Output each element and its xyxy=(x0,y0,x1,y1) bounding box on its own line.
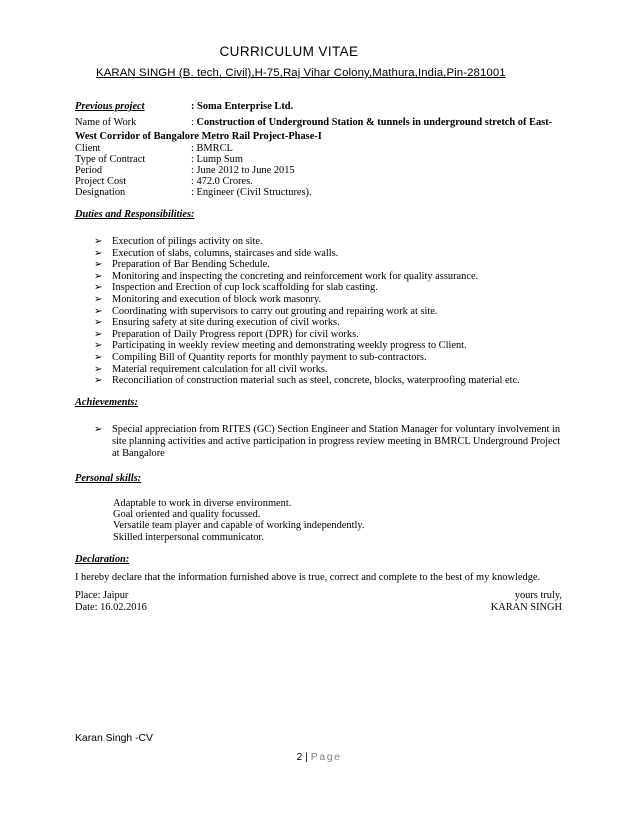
name-of-work-value: : Construction of Underground Station & tunnels in underground stretch of East- xyxy=(191,117,553,128)
arrow-bullet-icon: ➢ xyxy=(94,259,103,271)
contract-type-value: : Lump Sum xyxy=(191,154,243,165)
list-item: ➢ Compiling Bill of Quantity reports for monthly payment to sub-contractors. xyxy=(94,351,427,363)
arrow-bullet-icon: ➢ xyxy=(94,363,103,375)
list-item: ➢ Ensuring safety at site during execution of civil works. xyxy=(94,317,340,329)
list-item: ➢ Monitoring and execution of block work masonry. xyxy=(94,293,322,305)
arrow-bullet-icon: ➢ xyxy=(94,282,103,294)
arrow-bullet-icon: ➢ xyxy=(94,424,103,435)
signature: KARAN SINGH xyxy=(490,602,562,613)
arrow-bullet-icon: ➢ xyxy=(94,328,103,340)
project-cost-label: Project Cost xyxy=(75,176,127,187)
list-item: ➢ Coordinating with supervisors to carry out grouting and repairing work at site. xyxy=(94,305,438,317)
list-item: Versatile team player and capable of working independently. xyxy=(113,520,365,532)
list-item: ➢ Preparation of Bar Bending Schedule. xyxy=(94,259,270,271)
place: Place: Jaipur xyxy=(75,590,129,601)
designation-label: Designation xyxy=(75,187,126,198)
period-label: Period xyxy=(75,165,103,176)
name-of-work-label: Name of Work xyxy=(75,117,137,128)
arrow-bullet-icon: ➢ xyxy=(94,305,103,317)
list-item: ➢ Monitoring and inspecting the concreting and reinforcement work for quality assurance. xyxy=(94,270,479,282)
contract-type-label: Type of Contract xyxy=(75,154,146,165)
list-item: Skilled interpersonal communicator. xyxy=(113,531,264,543)
declaration-heading: Declaration: xyxy=(75,554,130,565)
duties-heading: Duties and Responsibilities: xyxy=(75,209,195,220)
declaration-text: I hereby declare that the information furnished above is true, correct and complete to the best of my knowledge. xyxy=(75,572,541,583)
skills-list xyxy=(113,498,365,543)
arrow-bullet-icon: ➢ xyxy=(94,247,103,259)
list-item: ➢ Preparation of Daily Progress report (DPR) for civil works. xyxy=(94,328,359,340)
arrow-bullet-icon: ➢ xyxy=(94,351,103,363)
list-item: ➢ Participating in weekly review meeting and demonstrating weekly progress to Client. xyxy=(94,340,467,352)
list-item: Adaptable to work in diverse environment. xyxy=(113,498,292,509)
designation-value: : Engineer (Civil Structures). xyxy=(191,187,312,198)
arrow-bullet-icon: ➢ xyxy=(94,293,103,305)
list-item: ➢ Execution of pilings activity on site. xyxy=(94,236,263,247)
arrow-bullet-icon: ➢ xyxy=(94,270,103,282)
personal-skills-heading: Personal skills: xyxy=(75,473,142,484)
list-item: Goal oriented and quality focussed. xyxy=(113,509,261,521)
candidate-address: KARAN SINGH (B. tech, Civil),H-75,Raj Vihar Colony,Mathura,India,Pin-281001 xyxy=(96,67,506,79)
list-item: ➢ Reconciliation of construction material such as steel, concrete, blocks, waterproofing material etc. xyxy=(94,375,520,387)
list-item: ➢ Material requirement calculation for all civil works. xyxy=(94,363,328,375)
company-name: : Soma Enterprise Ltd. xyxy=(191,101,294,112)
client-value: : BMRCL xyxy=(191,143,233,154)
closing: yours truly, xyxy=(514,590,562,601)
name-of-work-continuation: West Corridor of Bangalore Metro Rail Project-Phase-I xyxy=(75,131,322,142)
achievements-heading: Achievements: xyxy=(75,397,138,408)
page-number: 2 | Page xyxy=(296,752,342,763)
page-title: CURRICULUM VITAE xyxy=(219,44,359,59)
arrow-bullet-icon: ➢ xyxy=(94,375,103,387)
previous-project-heading: Previous project xyxy=(75,101,145,112)
footer-name: Karan Singh -CV xyxy=(75,733,153,744)
duties-list xyxy=(94,236,520,387)
project-cost-value: : 472.0 Crores. xyxy=(191,176,253,187)
list-item: ➢ Execution of slabs, columns, staircases and side walls. xyxy=(94,247,339,259)
date: Date: 16.02.2016 xyxy=(75,602,147,613)
arrow-bullet-icon: ➢ xyxy=(94,340,103,352)
period-value: : June 2012 to June 2015 xyxy=(191,165,295,176)
arrow-bullet-icon: ➢ xyxy=(94,236,103,247)
client-label: Client xyxy=(75,143,101,154)
arrow-bullet-icon: ➢ xyxy=(94,317,103,329)
list-item: ➢ Inspection and Erection of cup lock scaffolding for slab casting. xyxy=(94,282,378,294)
